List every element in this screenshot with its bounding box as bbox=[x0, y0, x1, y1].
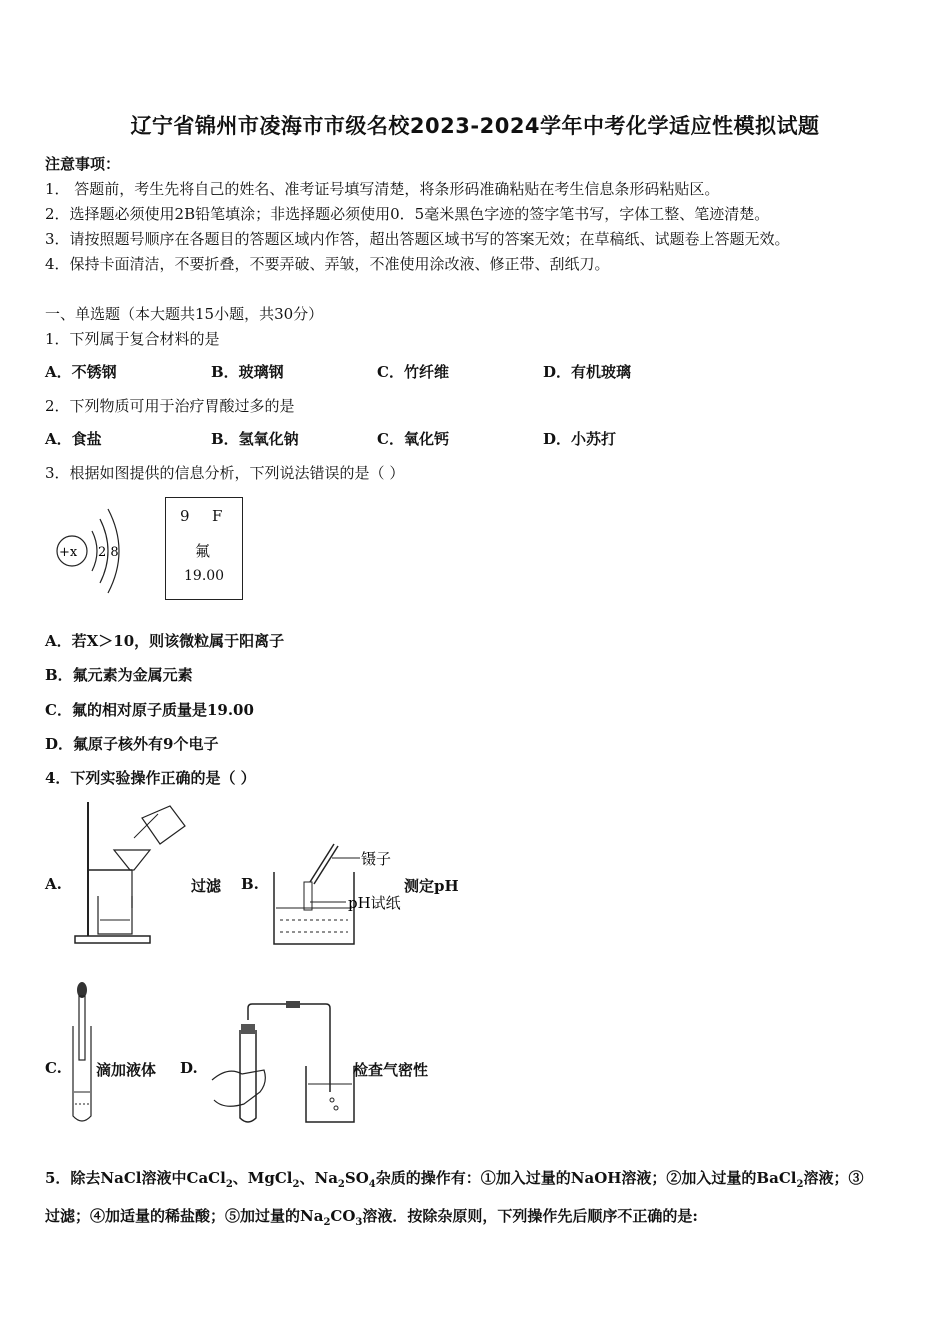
q4-option-d-text: 检查气密性 bbox=[353, 1061, 429, 1079]
dropper-diagram bbox=[66, 980, 98, 1128]
q3-option-c[interactable]: C．氟的相对原子质量是19.00 bbox=[45, 701, 254, 719]
question-1-stem: 1．下列属于复合材料的是 bbox=[45, 330, 220, 348]
question-4-stem: 4．下列实验操作正确的是（ ） bbox=[45, 769, 256, 787]
element-card bbox=[165, 497, 243, 600]
q1-option-a[interactable]: A．不锈钢 bbox=[45, 363, 117, 381]
q4-option-a-label[interactable]: A. bbox=[45, 875, 62, 893]
q2-option-a[interactable]: A．食盐 bbox=[45, 430, 102, 448]
q4-option-d-label[interactable]: D. bbox=[180, 1059, 198, 1077]
atomic-mass: 19.00 bbox=[184, 568, 225, 584]
tweezers-label: 镊子 bbox=[361, 850, 392, 868]
airtightness-diagram bbox=[208, 1000, 358, 1128]
q4-option-b-label[interactable]: B. bbox=[241, 875, 259, 893]
section-heading: 一、单选题（本大题共15小题，共30分） bbox=[45, 305, 324, 323]
question-3-stem: 3．根据如图提供的信息分析，下列说法错误的是（ ） bbox=[45, 464, 405, 482]
electron-shell-arc bbox=[92, 531, 97, 571]
notice-item: 1． 答题前，考生先将自己的姓名、准考证号填写清楚，将条形码准确粘贴在考生信息条形码粘贴区。 bbox=[45, 180, 720, 198]
atom-structure-diagram bbox=[50, 505, 140, 600]
q2-option-b[interactable]: B．氢氧化钠 bbox=[211, 430, 299, 448]
question-2-stem: 2．下列物质可用于治疗胃酸过多的是 bbox=[45, 397, 295, 415]
q1-option-d[interactable]: D．有机玻璃 bbox=[543, 363, 632, 381]
q4-option-c-text: 滴加液体 bbox=[96, 1061, 157, 1079]
q2-option-c[interactable]: C．氧化钙 bbox=[377, 430, 449, 448]
notice-heading: 注意事项： bbox=[45, 155, 121, 173]
q1-option-c[interactable]: C．竹纤维 bbox=[377, 363, 449, 381]
q3-option-b[interactable]: B．氟元素为金属元素 bbox=[45, 666, 193, 684]
shell-electrons: 2 8 bbox=[98, 545, 119, 560]
q3-option-d[interactable]: D．氟原子核外有9个电子 bbox=[45, 735, 219, 753]
question-5-stem-line1: 5．除去NaCl溶液中CaCl$_2$、MgCl$_2$、$Na_2SO_4$杂质的操作有：①加入过量的NaOH溶液；②加入过量的BaCl$_2$溶液；③ bbox=[45, 1169, 864, 1190]
q4-option-a-text: 过滤 bbox=[191, 877, 222, 895]
q1-option-b[interactable]: B．玻璃钢 bbox=[211, 363, 284, 381]
q3-option-a[interactable]: A．若X＞10，则该微粒属于阳离子 bbox=[45, 632, 285, 650]
question-5-stem-line2: 过滤；④加适量的稀盐酸；⑤加过量的$Na_2CO_3$溶液．按除杂原则，下列操作先后顺序不正确的是: bbox=[45, 1207, 698, 1228]
element-symbol: F bbox=[212, 507, 223, 525]
ph-paper-label: pH试纸 bbox=[348, 894, 401, 912]
q4-option-b-text: 测定pH bbox=[404, 877, 459, 895]
element-name: 氟 bbox=[195, 542, 211, 560]
nucleus-label: +x bbox=[59, 545, 78, 560]
page-title: 辽宁省锦州市凌海市市级名校2023-2024学年中考化学适应性模拟试题 bbox=[130, 114, 820, 138]
notice-item: 3．请按照题号顺序在各题目的答题区域内作答，超出答题区域书写的答案无效；在草稿纸、试题卷上答题无效。 bbox=[45, 230, 790, 248]
ph-test-diagram bbox=[268, 838, 403, 950]
q2-option-d[interactable]: D．小苏打 bbox=[543, 430, 617, 448]
q4-option-c-label[interactable]: C. bbox=[45, 1059, 62, 1077]
notice-item: 2．选择题必须使用2B铅笔填涂；非选择题必须使用0．5毫米黑色字迹的签字笔书写，字体工整、笔迹清楚。 bbox=[45, 205, 770, 223]
atomic-number: 9 bbox=[180, 507, 190, 525]
filtration-diagram bbox=[70, 798, 195, 948]
notice-item: 4．保持卡面清洁，不要折叠，不要弄破、弄皱，不准使用涂改液、修正带、刮纸刀。 bbox=[45, 255, 610, 273]
